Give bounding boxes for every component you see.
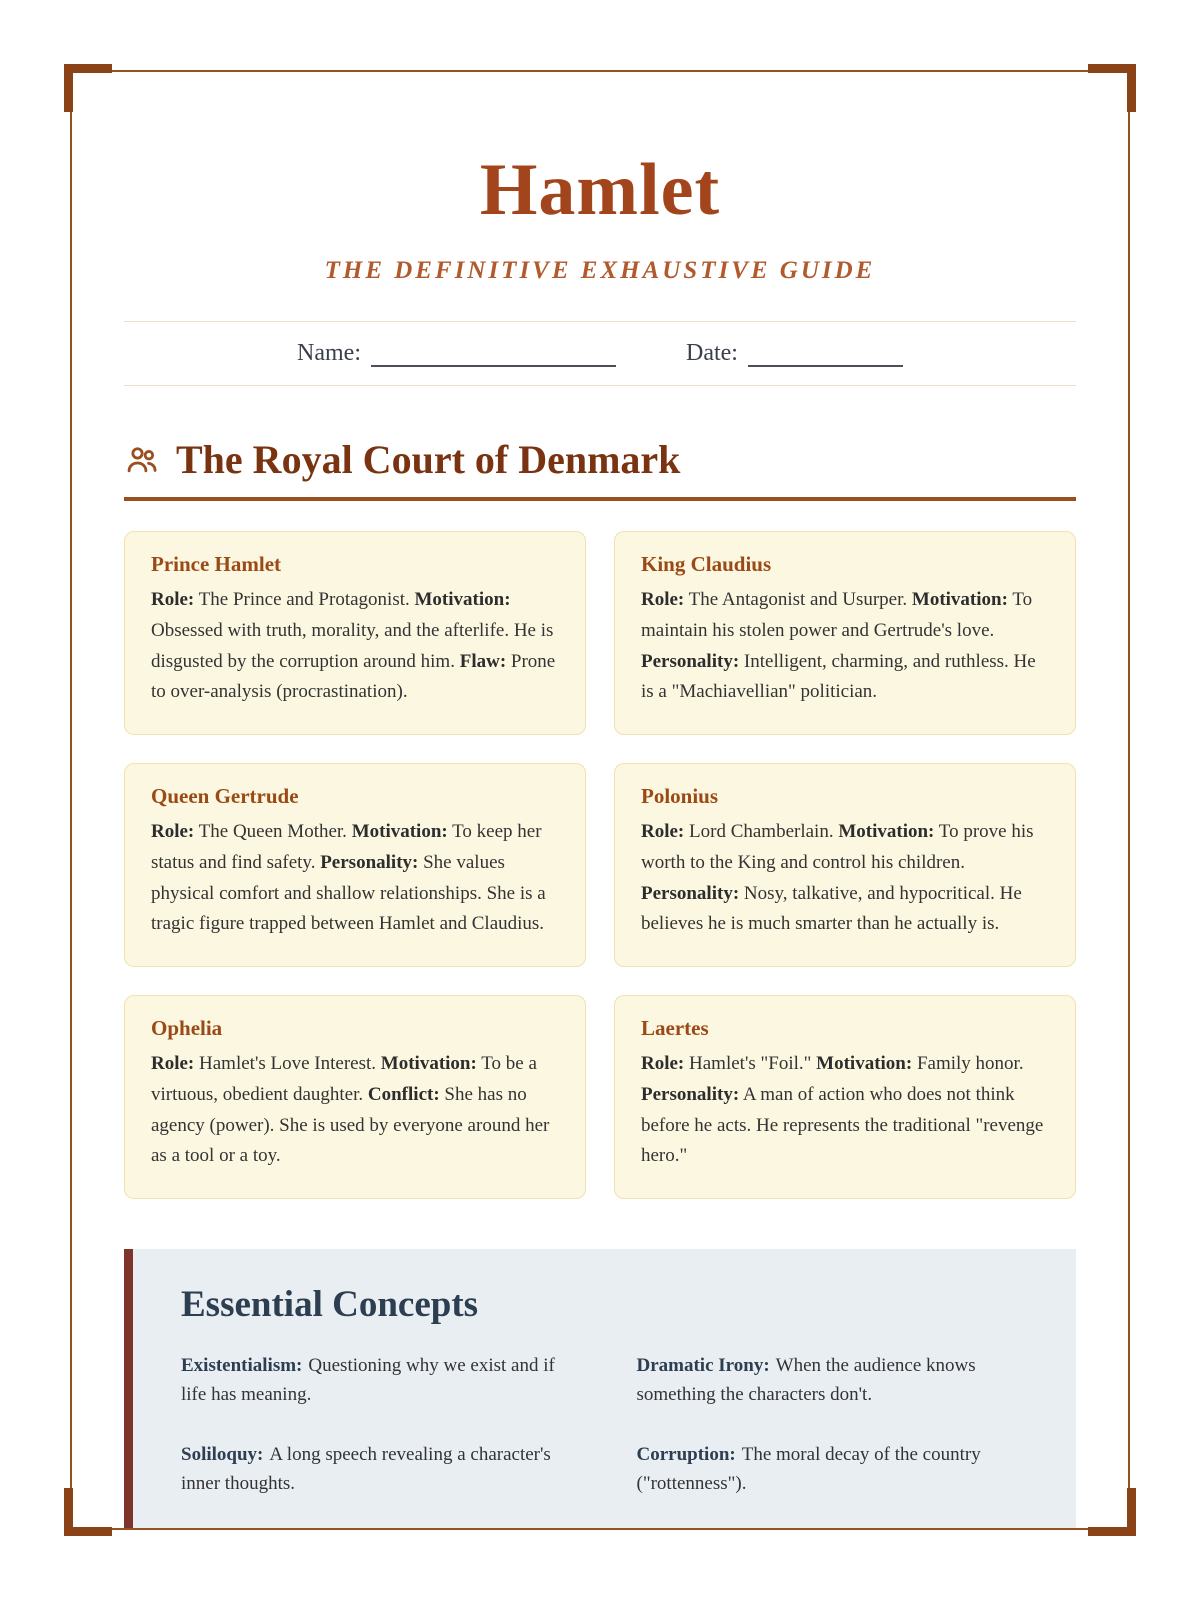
name-blank-line [371, 343, 616, 367]
name-date-row [124, 321, 1076, 386]
concepts-grid [181, 1352, 1028, 1498]
card-title: Polonius [641, 784, 719, 809]
card-body: Role: The Queen Mother. Motivation: To keep her status and find safety. Personality: She values physical comfort and shallow relationships. She is a tragic figure trapped between Hamlet and Claudius. [151, 821, 546, 935]
card-body: Role: The Prince and Protagonist. Motivation: Obsessed with truth, morality, and the afterlife. He is disgusted by the corruption around him. Flaw: Prone to over-analysis (procrastination). [151, 589, 556, 703]
concept-term: Corruption: [636, 1444, 736, 1466]
date-label: Date: [686, 340, 738, 366]
concept-definition: A long speech revealing a character's inner thoughts. [181, 1444, 551, 1494]
concept-definition: Questioning why we exist and if life has meaning. [181, 1355, 555, 1405]
card-body: Role: Hamlet's "Foil." Motivation: Family honor. Personality: A man of action who does not think before he acts. He represents the traditional "revenge hero." [641, 1053, 1044, 1167]
character-card-laertes [614, 995, 1076, 1199]
character-card-polonius [614, 763, 1076, 967]
card-body: Role: The Antagonist and Usurper. Motivation: To maintain his stolen power and Gertrude's love. Personality: Intelligent, charming, and ruthless. He is a "Machiavellian" politician. [641, 589, 1036, 703]
character-card-ophelia [124, 995, 586, 1199]
page-subtitle: THE DEFINITIVE EXHAUSTIVE GUIDE [324, 257, 876, 284]
concept-term: Soliloquy: [181, 1444, 264, 1466]
users-icon [124, 442, 160, 478]
concept-term: Dramatic Irony: [636, 1355, 770, 1377]
essential-concepts-section [124, 1249, 1076, 1528]
card-title: Prince Hamlet [151, 552, 282, 576]
concept-definition: The moral decay of the country ("rottenness"). [636, 1444, 981, 1494]
concept-definition: When the audience knows something the characters don't. [636, 1355, 976, 1405]
date-field-group [686, 340, 903, 367]
page-title: Hamlet [479, 149, 721, 231]
card-title: King Claudius [641, 552, 772, 576]
name-label: Name: [297, 340, 361, 366]
card-title: Ophelia [151, 1016, 223, 1041]
concept-term: Existentialism: [181, 1355, 303, 1377]
character-card-king-claudius [614, 531, 1076, 735]
concepts-heading: Essential Concepts [181, 1284, 479, 1326]
concept-item-soliloquy [181, 1441, 573, 1498]
card-title: Queen Gertrude [151, 784, 299, 809]
character-card-prince-hamlet [124, 531, 586, 735]
concept-item-existentialism [181, 1352, 573, 1409]
page-content [72, 72, 1128, 1528]
concept-item-corruption [637, 1441, 1029, 1498]
card-title: Laertes [641, 1016, 709, 1041]
character-card-queen-gertrude [124, 763, 586, 967]
card-body: Role: Lord Chamberlain. Motivation: To prove his worth to the King and control his children. Personality: Nosy, talkative, and hypocritical. He believes he is much smarter than he actually is. [641, 821, 1034, 935]
concept-item-dramatic-irony [637, 1352, 1029, 1409]
court-section-heading: The Royal Court of Denmark [176, 437, 681, 482]
court-section-header [124, 436, 1076, 501]
date-blank-line [748, 343, 903, 367]
name-field-group [297, 340, 616, 367]
card-body: Role: Hamlet's Love Interest. Motivation: To be a virtuous, obedient daughter. Conflict: She has no agency (power). She is used by everyone around her as a tool or a toy. [151, 1053, 550, 1167]
character-cards-grid [124, 531, 1076, 1199]
